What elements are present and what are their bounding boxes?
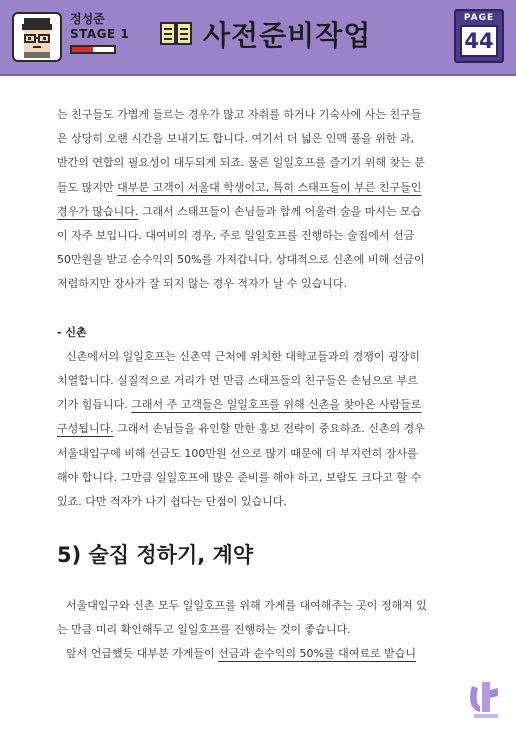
page-number: 44 xyxy=(460,25,498,57)
underlined-text: 대부분 고객이 서울대 학생이고, 특히 스태프들이 부른 친구들인 xyxy=(117,180,422,194)
text-line xyxy=(57,200,461,224)
text-line: 반간의 연합의 필요성이 대두되게 되죠. 물론 일일호프를 즐기기 위해 찾는 분 xyxy=(57,156,425,170)
text-line: 은 상당히 오랜 시간을 보내기도 합니다. 여기서 더 넓은 인맥 풀을 위한 과, xyxy=(57,132,415,146)
text-line: 는 만큼 미리 확인해두고 일일호프를 진행하는 것이 좋습니다. xyxy=(57,623,351,637)
user-name: 정성준 xyxy=(70,12,105,26)
text-line: 저렴하지만 장사가 잘 되지 않는 경우 적자가 날 수 있습니다. xyxy=(57,277,347,291)
stage-label: STAGE 1 xyxy=(70,27,130,41)
purple-pixel-logo-icon xyxy=(464,676,504,720)
page-header xyxy=(0,0,516,76)
text-line: 있죠. 다만 적자가 나기 쉽다는 단점이 있습니다. xyxy=(57,495,287,508)
underlined-text: 선금과 순수익의 50%를 대여료로 받습니 xyxy=(218,647,416,661)
text-span: 기가 힘듭니다. xyxy=(57,398,132,412)
text-span: 들도 많지만 xyxy=(57,180,118,194)
pixel-avatar-icon xyxy=(12,12,62,62)
underlined-text: 구성됩니다. xyxy=(57,422,114,436)
underlined-text: 경우가 많습니다. xyxy=(57,204,139,218)
text-line xyxy=(57,393,461,417)
text-line: 해야 합니다. 그만큼 일일호프에 많은 준비를 해야 하고, 보람도 크다고 할 수 xyxy=(57,470,422,484)
text-span: 앞서 언급했듯 대부분 가게들이 xyxy=(66,647,219,661)
text-line: 치열합니다. 실질적으로 거리가 먼 만큼 스태프들의 친구들은 손님으로 부르 xyxy=(57,374,418,388)
text-line: 는 친구들도 가볍게 들르는 경우가 많고 자취를 하거나 기숙사에 사는 친구들 xyxy=(57,108,422,121)
text-line: 서울대입구와 신촌 모두 일일호프를 위해 가게를 대여해주는 곳이 정해져 있 xyxy=(66,599,427,612)
stage-progress-bar xyxy=(70,45,116,54)
page-title: 사전준비작업 xyxy=(203,19,372,52)
blank-line xyxy=(57,297,461,321)
section-heading: 5) 술집 정하기, 계약 xyxy=(57,543,254,567)
text-line: 서울대입구에 비해 선금도 100만원 선으로 많기 때문에 더 부지런히 장사를 xyxy=(57,446,418,460)
text-line xyxy=(57,417,461,441)
underlined-text: 그래서 주 고객들은 일일호프를 위해 신촌을 찾아온 사람들로 xyxy=(131,398,422,412)
text-line: 신촌에서의 일일호프는 신촌역 근처에 위치한 대학교들과의 경쟁이 굉장히 xyxy=(66,349,420,363)
stage-progress-fill xyxy=(72,47,93,52)
page-label: PAGE xyxy=(463,13,495,23)
text-line xyxy=(57,176,461,200)
text-line xyxy=(57,642,461,666)
body-text-top xyxy=(57,103,461,514)
text-span: 그래서 스태프들이 손님들과 함께 어울려 술을 마시는 모습 xyxy=(138,204,422,218)
text-line: 이 자주 보입니다. 대여비의 경우, 주로 일일호프를 진행하는 술집에서 선금 xyxy=(57,228,415,242)
open-book-icon xyxy=(160,20,192,48)
page-number-badge xyxy=(454,9,504,63)
text-span: 그래서 손님들을 유인할 만한 홍보 전략이 중요하죠. 신촌의 경우 xyxy=(113,422,425,436)
body-text-bottom xyxy=(57,594,461,667)
text-line: 50만원을 받고 순수익의 50%를 가져갑니다. 상대적으로 신촌에 비해 선금이 xyxy=(57,253,425,267)
subheading: - 신촌 xyxy=(57,325,87,339)
